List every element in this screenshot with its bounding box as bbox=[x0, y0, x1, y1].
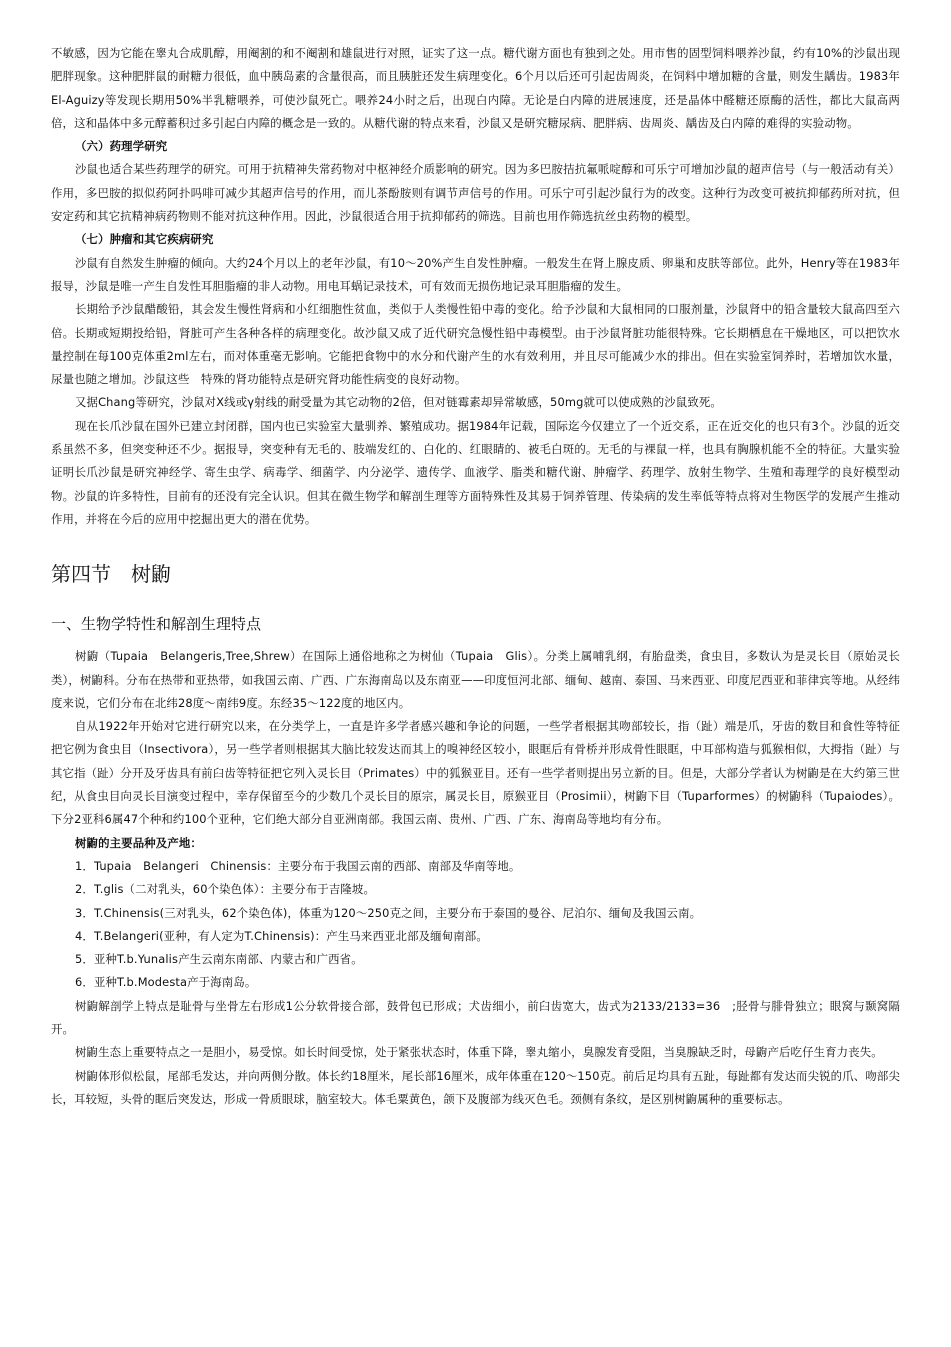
heading-species: 树鼩的主要品种及产地： bbox=[75, 835, 202, 850]
species-item: 6．亚种T.b.Modesta产于海南岛。 bbox=[75, 975, 257, 990]
species-item: 4．T.Belangeri(亚种，有人定为T.Chinensis)：产生马来西亚北部及缅甸南部。 bbox=[75, 928, 488, 943]
paragraph-tumor-1: 沙鼠有自然发生肿瘤的倾向。大约24个月以上的老年沙鼠，有10～20%产生自发性肿瘤。一般发生在肾上腺皮质、卵巢和皮肤等部位。此外，Henry等在1983年报导，沙鼠是唯一产生自发性耳胆脂瘤的非人动物。用电耳蜗记录技术，可有效而无损伤地记录耳胆脂瘤的发生。 bbox=[51, 255, 900, 293]
paragraph-tree-shrew-intro: 树鼩（Tupaia Belangeris,Tree,Shrew）在国际上通俗地称之为树仙（Tupaia Glis）。分类上属哺乳纲，有胎盘类，食虫目，多数认为是灵长目（原始灵长类），树鼩科。分布在热带和亚热带，如我国云南、广西、广东海南岛以及东南亚——印度恒河北部、缅甸、越南、泰国、马来西亚、印度尼西亚和菲律宾等地。从经纬度来说，它们分布在北纬28度～南纬9度。东经35～122度的地区内。 bbox=[51, 649, 900, 710]
heading-pharmacology: （六）药理学研究 bbox=[75, 139, 168, 154]
species-item: 3．T.Chinensis(三对乳头，62个染色体)，体重为120～250克之间，主要分布于泰国的曼谷、尼泊尔、缅甸及我国云南。 bbox=[75, 905, 702, 920]
section-title: 第四节 树鼩 bbox=[51, 562, 171, 587]
paragraph-tumor-3: 又据Chang等研究，沙鼠对X线或γ射线的耐受量为其它动物的2倍，但对链霉素却异常敏感，50mg就可以使成熟的沙鼠致死。 bbox=[75, 395, 722, 410]
paragraph-morphology: 树鼩体形似松鼠，尾部毛发达，并向两侧分散。体长约18厘米，尾长部16厘米，成年体重在120～150克。前后足均具有五趾，每趾都有发达而尖锐的爪、吻部尖长，耳较短，头骨的眶后突发达，形成一骨质眼球，脑室较大。体毛粟黄色，颌下及腹部为线灭色毛。颈侧有条纹，是区别树鼩属种的重要标志。 bbox=[51, 1068, 900, 1106]
paragraph-pharmacology: 沙鼠也适合某些药理学的研究。可用于抗精神失常药物对中枢神经介质影响的研究。因为多巴胺拮抗氟哌啶醇和可乐宁可增加沙鼠的超声信号（与一般活动有关）作用，多巴胺的拟似药阿扑吗啡可减少其超声信号的作用，而儿茶酚胺则有调节声信号的作用。可乐宁可引起沙鼠行为的改变。这种行为改变可被抗抑郁药所对抗，但安定药和其它抗精神病药物则不能对抗这种作用。因此，沙鼠很适合用于抗抑郁药的筛选。目前也用作筛选抗丝虫药物的模型。 bbox=[51, 162, 900, 224]
paragraph-sugar-metabolism: 不敏感，因为它能在睾丸合成肌醇，用阉割的和不阉割和雄鼠进行对照，证实了这一点。糖代谢方面也有独到之处。用市售的固型饲料喂养沙鼠，约有10%的沙鼠出现肥胖现象。这种肥胖鼠的耐糖力很低，血中胰岛素的含量很高，而且胰脏还发生病理变化。6个月以后还可引起齿周炎，在饲料中增加糖的含量，则发生龋齿。1983年El-Aguizy等发现长期用50%半乳糖喂养，可使沙鼠死亡。喂养24小时之后，出现白内障。无论是白内障的进展速度，还是晶体中醛糖还原酶的活性，都比大鼠高两倍，这和晶体中多元醇蓄积过多引起白内障的概念是一致的。从糖代谢的特点来看，沙鼠又是研究糖尿病、肥胖病、齿周炎、龋齿及白内障的难得的实验动物。 bbox=[51, 46, 900, 130]
heading-tumor-research: （七）肿瘤和其它疾病研究 bbox=[75, 232, 214, 247]
paragraph-ecology: 树鼩生态上重要特点之一是胆小，易受惊。如长时间受惊，处于紧张状态时，体重下降，睾丸缩小，臭腺发育受阻，当臭腺缺乏时，母鼩产后吃仔生育力丧失。 bbox=[75, 1045, 883, 1060]
document-page bbox=[51, 42, 900, 1111]
paragraph-tree-shrew-taxonomy: 自从1922年开始对它进行研究以来，在分类学上，一直是许多学者感兴趣和争论的问题，一些学者根据其吻部较长，指（趾）端是爪，牙齿的数目和食性等特征把它例为食虫目（Insectivora），另一些学者则根据其大脑比较发达而其上的嗅神经区较小，眼眶后有骨桥并形成骨性眼眶，中耳部构造与狐猴相似，大拇指（趾）与其它指（趾）分开及牙齿具有前臼齿等特征把它列入灵长目（Primates）中的狐猴亚目。还有一些学者则提出另立新的目。但是，大部分学者认为树鼩是在大约第三世纪，从食虫目向灵长目演变过程中，幸存保留至今的少数几个灵长目的原宗，属灵长目，原猴亚目（Prosimii），树鼩下目（Tuparformes）的树鼩科（Tupaiodes）。下分2亚科6属47个种和约100个亚种，它们绝大部分自亚洲南部。我国云南、贵州、广西、广东、海南岛等地均有分布。 bbox=[51, 719, 900, 827]
paragraph-tumor-4: 现在长爪沙鼠在国外已建立封闭群，国内也已实验室大量驯养、繁殖成功。据1984年记载，国际迄今仅建立了一个近交系，正在近交化的也只有3个。沙鼠的近交系虽然不多，但突变种还不少。据报导，突变种有无毛的、肢端发红的、白化的、红眼睛的、被毛白斑的。无毛的与裸鼠一样，也具有胸腺机能不全的特征。大量实验证明长爪沙鼠是研究神经学、寄生虫学、病毒学、细菌学、内分泌学、遗传学、血液学、脂类和糖代谢、肿瘤学、药理学、放射生物学、生殖和毒理学的良好模型动物。沙鼠的许多特性，目前有的还没有完全认识。但其在微生物学和解剖生理等方面特殊性及其易于饲养管理、传染病的发生率低等特点将对生物医学的发展产生推动作用，并将在今后的应用中挖掘出更大的潜在优势。 bbox=[51, 418, 900, 526]
species-item: 2．T.glis（二对乳头，60个染色体）：主要分布于吉隆坡。 bbox=[75, 882, 376, 897]
paragraph-tumor-2: 长期给予沙鼠醋酸铅，其会发生慢性肾病和小红细胞性贫血，类似于人类慢性铅中毒的变化。给予沙鼠和大鼠相同的口服剂量，沙鼠肾中的铅含量较大鼠高四至六倍。长期或短期投给铅，肾脏可产生各种各样的病理变化。故沙鼠又成了近代研究急慢性铅中毒模型。由于沙鼠肾脏功能很特殊。它长期栖息在干燥地区，可以把饮水量控制在每100克体重2ml左右，而对体重毫无影响。它能把食物中的水分和代谢产生的水有效利用，并且尽可能减少水的排出。但在实验室饲养时，若增加饮水量，尿量也随之增加。沙鼠这些 特殊的肾功能特点是研究肾功能性病变的良好动物。 bbox=[51, 302, 900, 387]
species-item: 5．亚种T.b.Yunalis产生云南东南部、内蒙古和广西省。 bbox=[75, 952, 363, 967]
species-item: 1．Tupaia Belangeri Chinensis：主要分布于我国云南的西部、南部及华南等地。 bbox=[75, 858, 521, 873]
section-subtitle: 一、生物学特性和解剖生理特点 bbox=[51, 615, 262, 634]
paragraph-anatomy: 树鼩解剖学上特点是耻骨与坐骨左右形成1公分软骨接合部，鼓骨包已形成；犬齿细小，前臼齿宽大，齿式为2133/2133=36 ;胫骨与腓骨独立；眼窝与颞窝隔开。 bbox=[51, 998, 900, 1036]
